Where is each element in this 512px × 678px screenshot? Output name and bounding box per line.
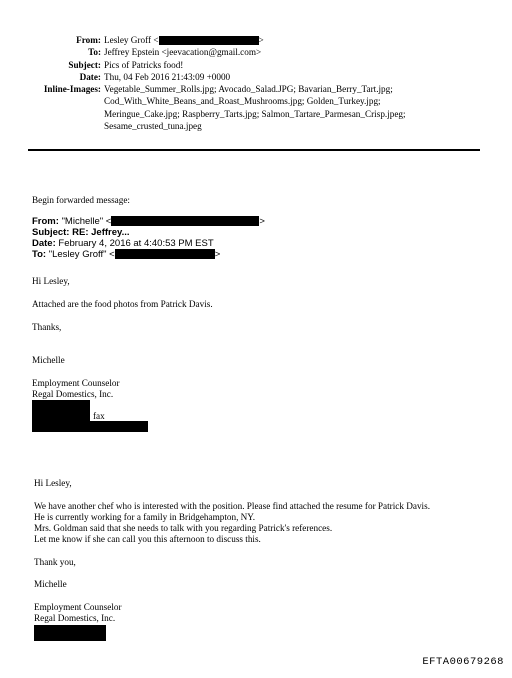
forwarded-from-value: "Michelle" <	[61, 216, 112, 227]
forwarded-date-label: Date:	[32, 238, 56, 249]
forwarded-date-value: February 4, 2016 at 4:40:53 PM EST	[58, 238, 214, 249]
header-from-row	[0, 34, 512, 46]
forwarded-from-label: From:	[32, 216, 59, 227]
header-subject-row	[0, 59, 512, 71]
subject-value: Pics of Patricks food!	[104, 59, 184, 70]
reply-body: Attached are the food photos from Patrick Davis.	[32, 299, 213, 309]
inline-images-label: Inline-Images:	[43, 84, 101, 95]
redaction-bar	[159, 36, 259, 45]
reply-greeting: Hi Lesley,	[32, 276, 70, 286]
forwarded-date-row	[32, 238, 265, 249]
to-value: Jeffrey Epstein <jeevacation@gmail.com>	[104, 47, 262, 58]
forwarded-subject-label: Subject:	[32, 227, 70, 238]
reply-signature-title: Employment Counselor	[32, 378, 120, 388]
inline-images-value: Vegetable_Summer_Rolls.jpg; Avocado_Salad.JPG; Bavarian_Berry_Tart.jpg; Cod_With_White_Beans_and_Roast_Mushrooms.jpg; Golden_Turkey.jpg; Meringue_Cake.jpg; Raspberry_Tarts.jpg; Salmon_Tartare_Parmesan_Crisp.jpeg; Sesame_crusted_tuna.jpeg	[104, 84, 406, 132]
redaction-bar	[32, 411, 90, 421]
subject-label: Subject:	[68, 59, 101, 70]
redaction-bar	[111, 216, 259, 226]
date-value: Thu, 04 Feb 2016 21:43:09 +0000	[104, 71, 231, 82]
reply-signature-company: Regal Domestics, Inc.	[32, 389, 114, 399]
forwarded-to-label: To:	[32, 249, 47, 260]
original-line-3: Mrs. Goldman said that she needs to talk with you regarding Patrick's references.	[34, 523, 333, 533]
redaction-bar	[32, 400, 90, 411]
forward-intro: Begin forwarded message:	[32, 195, 130, 205]
redaction-bar	[32, 421, 148, 432]
original-signature-name: Michelle	[34, 579, 67, 589]
header-images-row	[0, 83, 512, 132]
forwarded-subject-row	[32, 227, 265, 238]
reply-signature-name: Michelle	[32, 355, 65, 365]
forwarded-subject-value: RE: Jeffrey...	[72, 227, 130, 238]
reply-fax-label: fax	[93, 411, 105, 421]
header-date-row	[0, 71, 512, 83]
forwarded-headers	[32, 216, 265, 260]
from-label: From:	[76, 35, 101, 45]
original-greeting: Hi Lesley,	[34, 478, 72, 488]
to-label: To:	[88, 47, 101, 58]
reply-closing: Thanks,	[32, 322, 62, 332]
header-divider	[28, 149, 480, 151]
original-signature-title: Employment Counselor	[34, 602, 122, 612]
header-to-row	[0, 46, 512, 58]
from-value: Lesley Groff < >	[104, 35, 264, 45]
date-label: Date:	[79, 71, 101, 82]
original-line-2: He is currently working for a family in Bridgehampton, NY.	[34, 512, 256, 522]
email-header	[0, 34, 512, 132]
bates-stamp: EFTA00679268	[422, 656, 504, 668]
forwarded-from-row: From: "Michelle" < >	[32, 216, 265, 227]
redaction-bar	[34, 625, 106, 641]
redaction-bar	[115, 249, 215, 259]
original-line-4: Let me know if she can call you this afternoon to discuss this.	[34, 534, 261, 544]
original-signature-company: Regal Domestics, Inc.	[34, 613, 116, 623]
forwarded-to-row: To: "Lesley Groff" < >	[32, 249, 221, 260]
original-line-1: We have another chef who is interested with the position. Please find attached the resume for Patrick Davis.	[34, 501, 430, 511]
forwarded-to-value: "Lesley Groff" <	[48, 249, 115, 260]
original-closing: Thank you,	[34, 557, 76, 567]
